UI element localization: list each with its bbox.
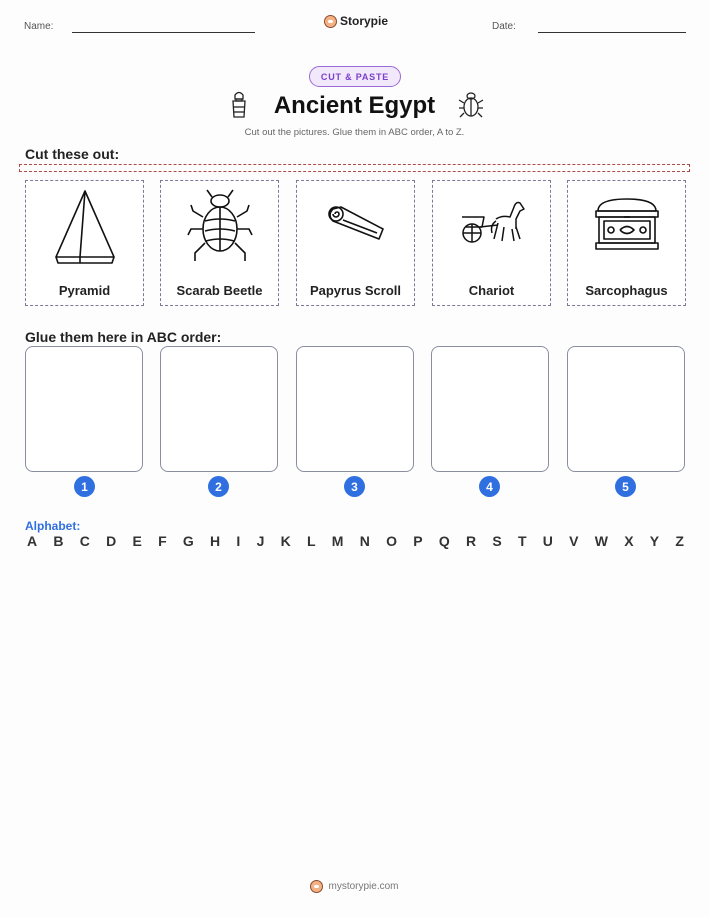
footer-url[interactable]: mystorypie.com bbox=[328, 881, 399, 892]
letter: Y bbox=[649, 533, 660, 549]
slot-number: 1 bbox=[74, 476, 95, 497]
alphabet-label: Alphabet: bbox=[25, 519, 81, 533]
glue-slot-1[interactable] bbox=[25, 346, 143, 472]
card-label: Sarcophagus bbox=[585, 283, 668, 298]
slot-number: 4 bbox=[479, 476, 500, 497]
chariot-icon bbox=[453, 187, 533, 267]
card-label: Papyrus Scroll bbox=[309, 283, 402, 298]
scarab-beetle-icon bbox=[185, 187, 255, 267]
letter: U bbox=[542, 533, 553, 549]
slot-number: 2 bbox=[208, 476, 229, 497]
card-label: Chariot bbox=[468, 283, 515, 298]
glue-heading: Glue them here in ABC order: bbox=[25, 329, 222, 345]
name-line[interactable] bbox=[72, 32, 255, 33]
letter: A bbox=[27, 533, 38, 549]
name-label: Name: bbox=[24, 21, 54, 32]
footer bbox=[0, 880, 709, 893]
card-label: Pyramid bbox=[58, 283, 111, 298]
cutout-card-sarcophagus[interactable] bbox=[567, 180, 686, 306]
activity-badge: CUT & PASTE bbox=[309, 66, 401, 87]
scarab-icon bbox=[458, 90, 484, 120]
letter: B bbox=[53, 533, 64, 549]
storypie-icon bbox=[310, 880, 323, 893]
date-label: Date: bbox=[492, 21, 516, 32]
letter: Z bbox=[675, 533, 684, 549]
letter: V bbox=[569, 533, 579, 549]
letter: I bbox=[236, 533, 241, 549]
letter: S bbox=[492, 533, 502, 549]
glue-slot-5[interactable] bbox=[567, 346, 685, 472]
cutout-card-papyrus-scroll[interactable] bbox=[296, 180, 415, 306]
instructions: Cut out the pictures. Glue them in ABC order, A to Z. bbox=[244, 127, 465, 138]
letter: H bbox=[210, 533, 221, 549]
letter: L bbox=[306, 533, 316, 549]
card-label: Scarab Beetle bbox=[176, 283, 263, 298]
glue-slot-4[interactable] bbox=[431, 346, 549, 472]
page-title: Ancient Egypt bbox=[273, 92, 436, 119]
letter: K bbox=[280, 533, 291, 549]
letter: C bbox=[79, 533, 90, 549]
glue-slot-3[interactable] bbox=[296, 346, 414, 472]
slot-number: 3 bbox=[344, 476, 365, 497]
letter: D bbox=[106, 533, 117, 549]
letter: N bbox=[359, 533, 370, 549]
slot-number: 5 bbox=[615, 476, 636, 497]
letter: W bbox=[594, 533, 608, 549]
letter: O bbox=[386, 533, 397, 549]
letter: G bbox=[182, 533, 194, 549]
cutout-card-pyramid[interactable] bbox=[25, 180, 144, 306]
glue-slot-2[interactable] bbox=[160, 346, 278, 472]
letter: P bbox=[413, 533, 423, 549]
letter: R bbox=[465, 533, 477, 549]
papyrus-scroll-icon bbox=[321, 187, 391, 267]
letter: M bbox=[331, 533, 344, 549]
letter: X bbox=[624, 533, 634, 549]
sarcophagus-icon bbox=[592, 187, 662, 267]
letter: F bbox=[158, 533, 167, 549]
brand-name: Storypie bbox=[340, 14, 389, 28]
letter: E bbox=[132, 533, 142, 549]
date-line[interactable] bbox=[538, 32, 686, 33]
letter: J bbox=[256, 533, 265, 549]
storypie-icon bbox=[324, 15, 337, 28]
letter: Q bbox=[438, 533, 450, 549]
cutout-card-chariot[interactable] bbox=[432, 180, 551, 306]
cut-heading: Cut these out: bbox=[25, 146, 120, 162]
cutout-card-scarab-beetle[interactable] bbox=[160, 180, 279, 306]
cut-guide-line bbox=[19, 164, 690, 172]
pyramid-icon bbox=[50, 187, 120, 267]
letter: T bbox=[517, 533, 527, 549]
brand-logo bbox=[324, 14, 388, 28]
alphabet-row bbox=[27, 533, 684, 549]
